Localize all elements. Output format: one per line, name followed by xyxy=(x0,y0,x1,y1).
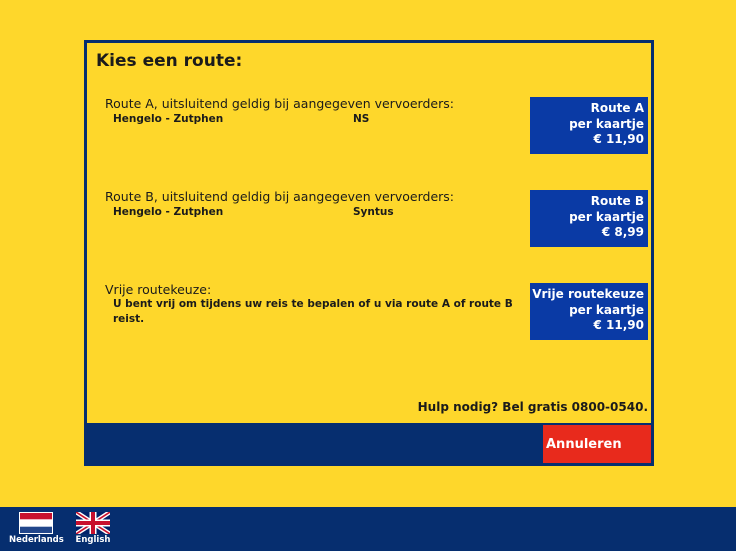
free-choice-button-per-ticket: per kaartje xyxy=(569,302,644,317)
route-b-segment: Hengelo - Zutphen xyxy=(113,206,224,218)
route-a-button-label: Route A xyxy=(590,101,644,115)
route-b-carrier: Syntus xyxy=(353,206,394,218)
route-a-button[interactable] xyxy=(530,97,648,154)
language-dutch-button[interactable] xyxy=(9,512,63,545)
panel-footer-bar xyxy=(87,423,651,463)
language-english-button[interactable] xyxy=(73,512,113,545)
route-b-heading: Route B, uitsluitend geldig bij aangegeven vervoerders: xyxy=(105,189,454,204)
free-choice-description-line1: U bent vrij om tijdens uw reis te bepalen of u via route A of route B xyxy=(113,298,513,310)
language-dutch-label: Nederlands xyxy=(9,535,64,545)
language-bar xyxy=(0,507,736,551)
free-choice-heading: Vrije routekeuze: xyxy=(105,282,212,297)
route-a-button-price: € 11,90 xyxy=(593,132,644,146)
free-choice-button[interactable] xyxy=(530,283,648,340)
uk-flag-icon xyxy=(76,512,110,534)
route-b-button-price: € 8,99 xyxy=(601,225,644,239)
route-a-heading: Route A, uitsluitend geldig bij aangegeven vervoerders: xyxy=(105,96,454,111)
free-choice-button-label: Vrije routekeuze xyxy=(532,287,644,301)
language-english-label: English xyxy=(75,535,111,545)
route-a-button-per-ticket: per kaartje xyxy=(569,116,644,131)
cancel-button[interactable]: Annuleren xyxy=(543,425,651,463)
dutch-flag-icon xyxy=(19,512,53,534)
free-choice-description-line2: reist. xyxy=(113,313,145,325)
help-text: Hulp nodig? Bel gratis 0800-0540. xyxy=(417,400,648,414)
route-b-button-per-ticket: per kaartje xyxy=(569,209,644,224)
route-b-button[interactable] xyxy=(530,190,648,247)
route-a-carrier: NS xyxy=(353,113,370,125)
route-selection-panel xyxy=(84,40,654,466)
route-b-button-label: Route B xyxy=(590,194,644,208)
page-title: Kies een route: xyxy=(96,51,243,71)
free-choice-button-price: € 11,90 xyxy=(593,318,644,332)
route-a-segment: Hengelo - Zutphen xyxy=(113,113,224,125)
